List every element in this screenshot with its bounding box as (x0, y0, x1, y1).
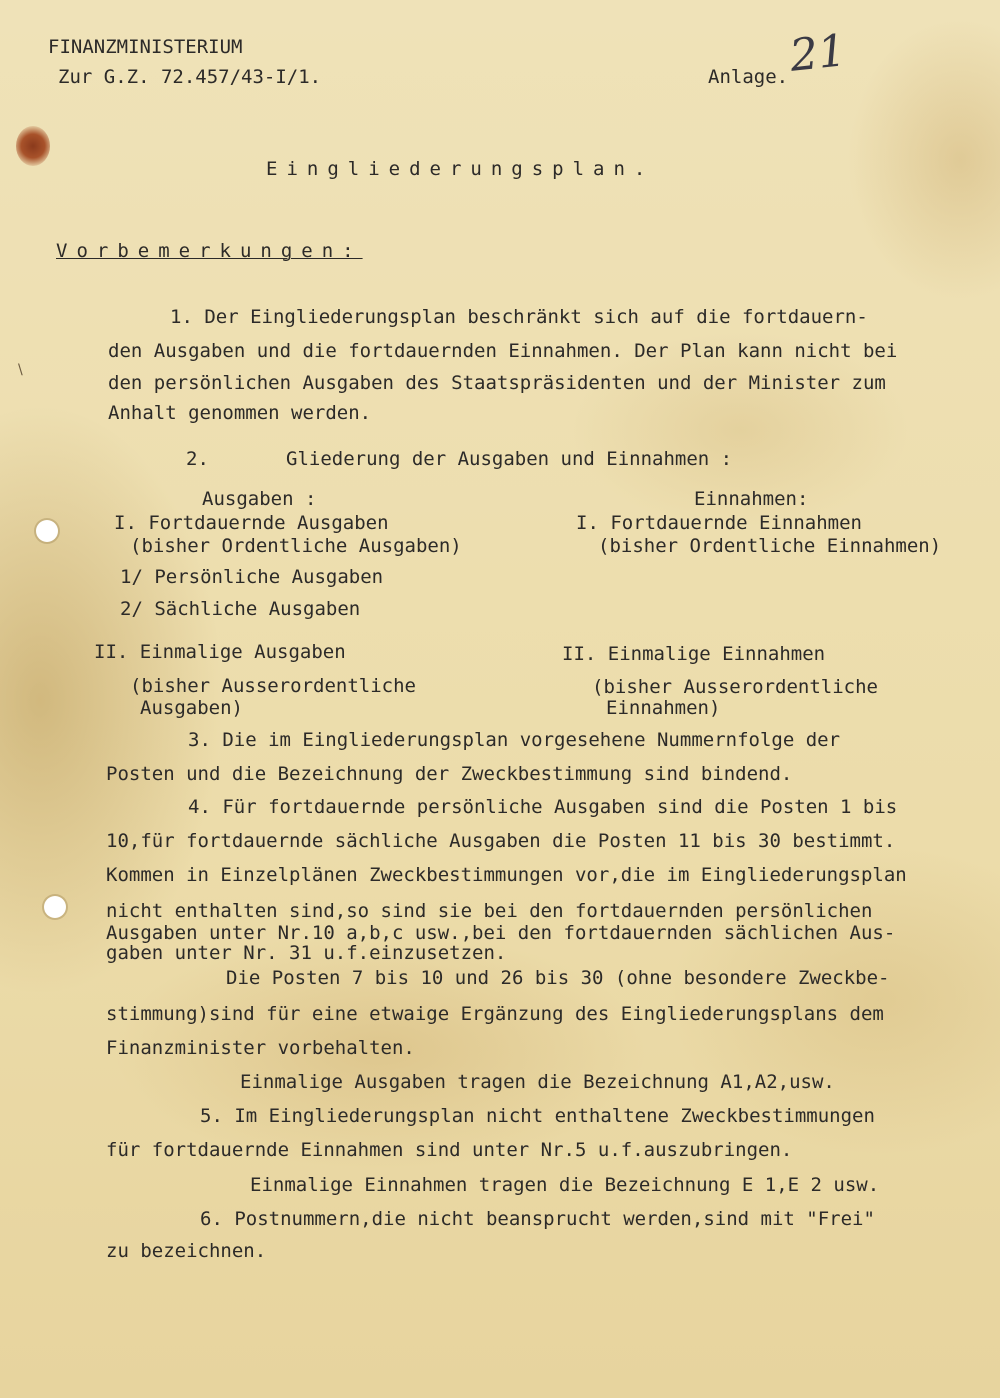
rust-stain (16, 126, 50, 166)
point4-cont-line3: Finanzminister vorbehalten. (106, 1037, 415, 1059)
expenses-heading: Ausgaben : (202, 488, 317, 510)
income-continuing-note: (bisher Ordentliche Einnahmen) (598, 535, 942, 557)
preliminary-heading: Vorbemerkungen: (56, 240, 363, 262)
reference-number: Zur G.Z. 72.457/43-I/1. (58, 66, 322, 88)
point5-line1: 5. Im Eingliederungsplan nicht enthaltene Zweckbestimmungen (200, 1105, 875, 1127)
ministry-header: FINANZMINISTERIUM (48, 36, 243, 58)
expenses-onetime-title: II. Einmalige Ausgaben (94, 641, 346, 663)
point1-line3: den persönlichen Ausgaben des Staatspräsidenten und der Minister zum (108, 372, 886, 394)
expenses-personal: 1/ Persönliche Ausgaben (120, 566, 384, 588)
point1-line2: den Ausgaben und die fortdauernden Einnahmen. Der Plan kann nicht bei (108, 340, 898, 362)
expenses-continuing-title: I. Fortdauernde Ausgaben (114, 512, 389, 534)
point4-onetime: Einmalige Ausgaben tragen die Bezeichnung A1,A2,usw. (240, 1071, 835, 1093)
income-onetime-note2: Einnahmen) (606, 697, 721, 719)
income-continuing-title: I. Fortdauernde Einnahmen (576, 512, 862, 534)
point1-line1: 1. Der Eingliederungsplan beschränkt sich auf die fortdauern- (170, 306, 868, 328)
point4-line3: Kommen in Einzelplänen Zweckbestimmungen vor,die im Eingliederungsplan (106, 864, 907, 886)
income-heading: Einnahmen: (694, 488, 809, 510)
expenses-continuing-note: (bisher Ordentliche Ausgaben) (130, 535, 462, 557)
income-onetime-note1: (bisher Ausserordentliche (592, 676, 878, 698)
attachment-label: Anlage. (708, 66, 789, 88)
margin-tick: \ (18, 362, 23, 378)
income-onetime-title: II. Einmalige Einnahmen (562, 643, 826, 665)
expenses-onetime-note1: (bisher Ausserordentliche (130, 675, 416, 697)
point4-line2: 10,für fortdauernde sächliche Ausgaben die Posten 11 bis 30 bestimmt. (106, 830, 896, 852)
expenses-onetime-note2: Ausgaben) (140, 697, 243, 719)
point4-line6: gaben unter Nr. 31 u.f.einzusetzen. (106, 942, 507, 964)
point3-line1: 3. Die im Eingliederungsplan vorgesehene Nummernfolge der (188, 729, 841, 751)
point1-line4: Anhalt genommen werden. (108, 402, 372, 424)
handwritten-page-number: 21 (787, 25, 849, 82)
expenses-material: 2/ Sächliche Ausgaben (120, 598, 361, 620)
point2-number: 2. (186, 448, 209, 470)
point3-line2: Posten und die Bezeichnung der Zweckbestimmung sind bindend. (106, 763, 793, 785)
point2-text: Gliederung der Ausgaben und Einnahmen : (286, 448, 733, 470)
point6-line1: 6. Postnummern,die nicht beansprucht werden,sind mit "Frei" (200, 1208, 875, 1230)
point4-cont-line1: Die Posten 7 bis 10 und 26 bis 30 (ohne besondere Zweckbe- (226, 967, 890, 989)
point4-cont-line2: stimmung)sind für eine etwaige Ergänzung des Eingliederungsplans dem (106, 1003, 884, 1025)
document-title: Eingliederungsplan. (266, 158, 655, 180)
point5-line2: für fortdauernde Einnahmen sind unter Nr.5 u.f.auszubringen. (106, 1139, 793, 1161)
point6-line2: zu bezeichnen. (106, 1240, 267, 1262)
point4-line5: Ausgaben unter Nr.10 a,b,c usw.,bei den fortdauernden sächlichen Aus- (106, 922, 896, 944)
punch-hole-bottom (44, 896, 66, 918)
point5-onetime: Einmalige Einnahmen tragen die Bezeichnung E 1,E 2 usw. (250, 1174, 880, 1196)
punch-hole-top (36, 520, 58, 542)
point4-line1: 4. Für fortdauernde persönliche Ausgaben sind die Posten 1 bis (188, 796, 898, 818)
point4-line4: nicht enthalten sind,so sind sie bei den fortdauernden persönlichen (106, 900, 873, 922)
